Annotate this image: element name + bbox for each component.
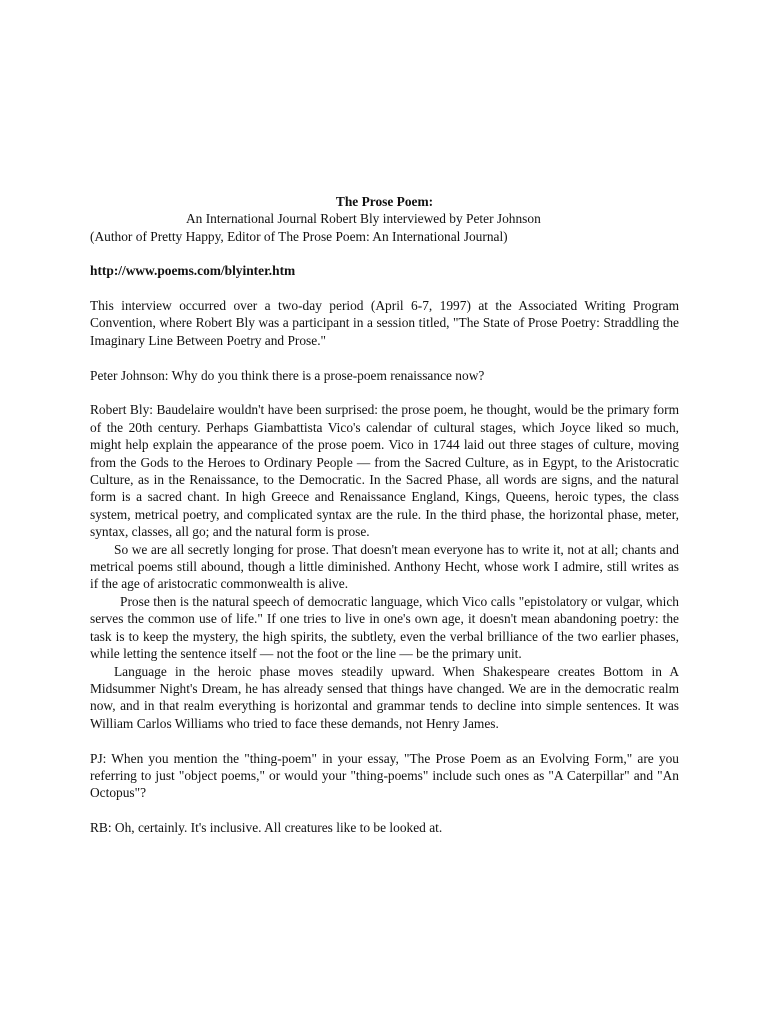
answer-1-paragraph-2: So we are all secretly longing for prose. That doesn't mean everyone has to write it, not at all; chants and metrical poems still abound, though a little diminished. Anthony Hecht, whose work I admire, still writes as if the age of aristocratic commonwealth is alive. (90, 541, 679, 592)
answer-2: RB: Oh, certainly. It's inclusive. All creatures like to be looked at. (90, 820, 443, 836)
question-2: PJ: When you mention the "thing-poem" in your essay, "The Prose Poem as an Evolving Form," are you referring to just "object poems," or would your "thing-poems" include such ones as "A Caterpillar" and "An Octopus"? (90, 750, 679, 801)
question-1: Peter Johnson: Why do you think there is a prose-poem renaissance now? (90, 367, 485, 383)
answer-1-paragraph-3: Prose then is the natural speech of democratic language, which Vico calls "epistolatory or vulgar, which serves the common use of life." If one tries to live in one's own age, it doesn't mean abandoning poetry: the task is to keep the mystery, the high spirits, the subtlety, even the verbal brilliance of the two earlier phases, while letting the sentence itself — not the foot or the line — be the primary unit. (90, 593, 679, 662)
answer-1-paragraph-4: Language in the heroic phase moves steadily upward. When Shakespeare creates Bottom in A Midsummer Night's Dream, he has already sensed that things have changed. We are in the democratic realm now, and in that realm everything is horizontal and grammar tends to decline into simple sentences. It was William Carlos Williams who tried to face these demands, not Henry James. (90, 663, 679, 731)
document-page (90, 193, 679, 837)
intro-paragraph: This interview occurred over a two-day period (April 6-7, 1997) at the Associated Writing Program Convention, where Robert Bly was a participant in a session titled, "The State of Prose Poetry: Straddling the Imaginary Line Between Poetry and Prose." (90, 298, 679, 348)
author-note: (Author of Pretty Happy, Editor of The Prose Poem: An International Journal) (90, 228, 508, 244)
answer-1-paragraph-1: Robert Bly: Baudelaire wouldn't have been surprised: the prose poem, he thought, would be the primary form of the 20th century. Perhaps Giambattista Vico's calendar of cultural stages, which Joyce liked so much, might help explain the appearance of the prose poem. Vico in 1744 laid out three stages of culture, moving from the Gods to the Heroes to Ordinary People — from the Sacred Culture, as in Egypt, to the Aristocratic Culture, as in the Renaissance, to the Democratic. In the Sacred Phase, all words are signs, and the natural form is a sacred chant. In high Greece and Renaissance England, Kings, Queens, heroic types, the class system, metrical poetry, and complicated syntax are the rule. In the third phase, the horizontal phase, meter, syntax, classes, all go; and the natural form is prose. (90, 402, 679, 540)
document-title: The Prose Poem: (335, 194, 434, 209)
document-subtitle: An International Journal Robert Bly interviewed by Peter Johnson (186, 211, 541, 227)
source-url: http://www.poems.com/blyinter.htm (90, 263, 296, 279)
